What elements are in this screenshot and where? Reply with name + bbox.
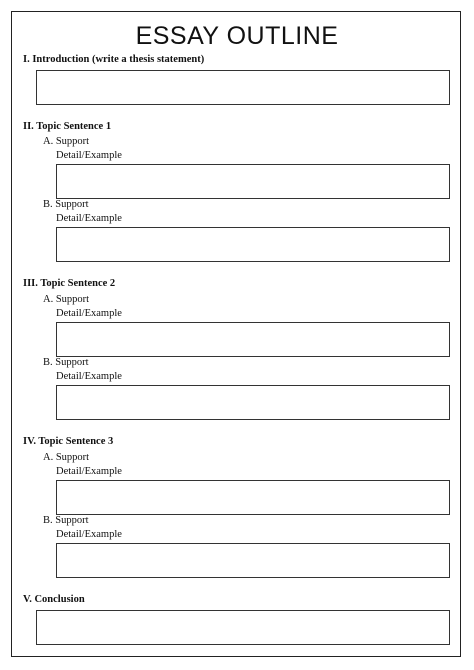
topic-3-support-b-box[interactable]	[56, 543, 450, 578]
introduction-answer-box[interactable]	[36, 70, 450, 105]
topic-1-support-a-detail-label: Detail/Example	[56, 150, 122, 161]
topic-2-heading: III. Topic Sentence 2	[23, 278, 116, 289]
topic-1-support-a-label: A. Support	[43, 136, 90, 147]
topic-2-support-b-box[interactable]	[56, 385, 450, 420]
topic-3-support-a-label: A. Support	[43, 452, 90, 463]
topic-3-support-b-label: B. Support	[43, 515, 89, 526]
topic-2-support-b-label: B. Support	[43, 357, 89, 368]
conclusion-answer-box[interactable]	[36, 610, 450, 645]
topic-2-support-b-detail-label: Detail/Example	[56, 371, 122, 382]
topic-2-support-a-detail-label: Detail/Example	[56, 308, 122, 319]
topic-2-support-a-box[interactable]	[56, 322, 450, 357]
conclusion-heading: V. Conclusion	[23, 594, 85, 605]
topic-2-support-a-label: A. Support	[43, 294, 90, 305]
topic-1-support-b-detail-label: Detail/Example	[56, 213, 122, 224]
topic-3-heading: IV. Topic Sentence 3	[23, 436, 114, 447]
introduction-heading: I. Introduction (write a thesis statement)	[23, 54, 205, 65]
topic-1-support-b-box[interactable]	[56, 227, 450, 262]
topic-3-support-a-detail-label: Detail/Example	[56, 466, 122, 477]
topic-3-support-a-box[interactable]	[56, 480, 450, 515]
page-title: ESSAY OUTLINE	[135, 22, 339, 50]
topic-3-support-b-detail-label: Detail/Example	[56, 529, 122, 540]
topic-1-support-a-box[interactable]	[56, 164, 450, 199]
topic-1-support-b-label: B. Support	[43, 199, 89, 210]
topic-1-heading: II. Topic Sentence 1	[23, 121, 112, 132]
